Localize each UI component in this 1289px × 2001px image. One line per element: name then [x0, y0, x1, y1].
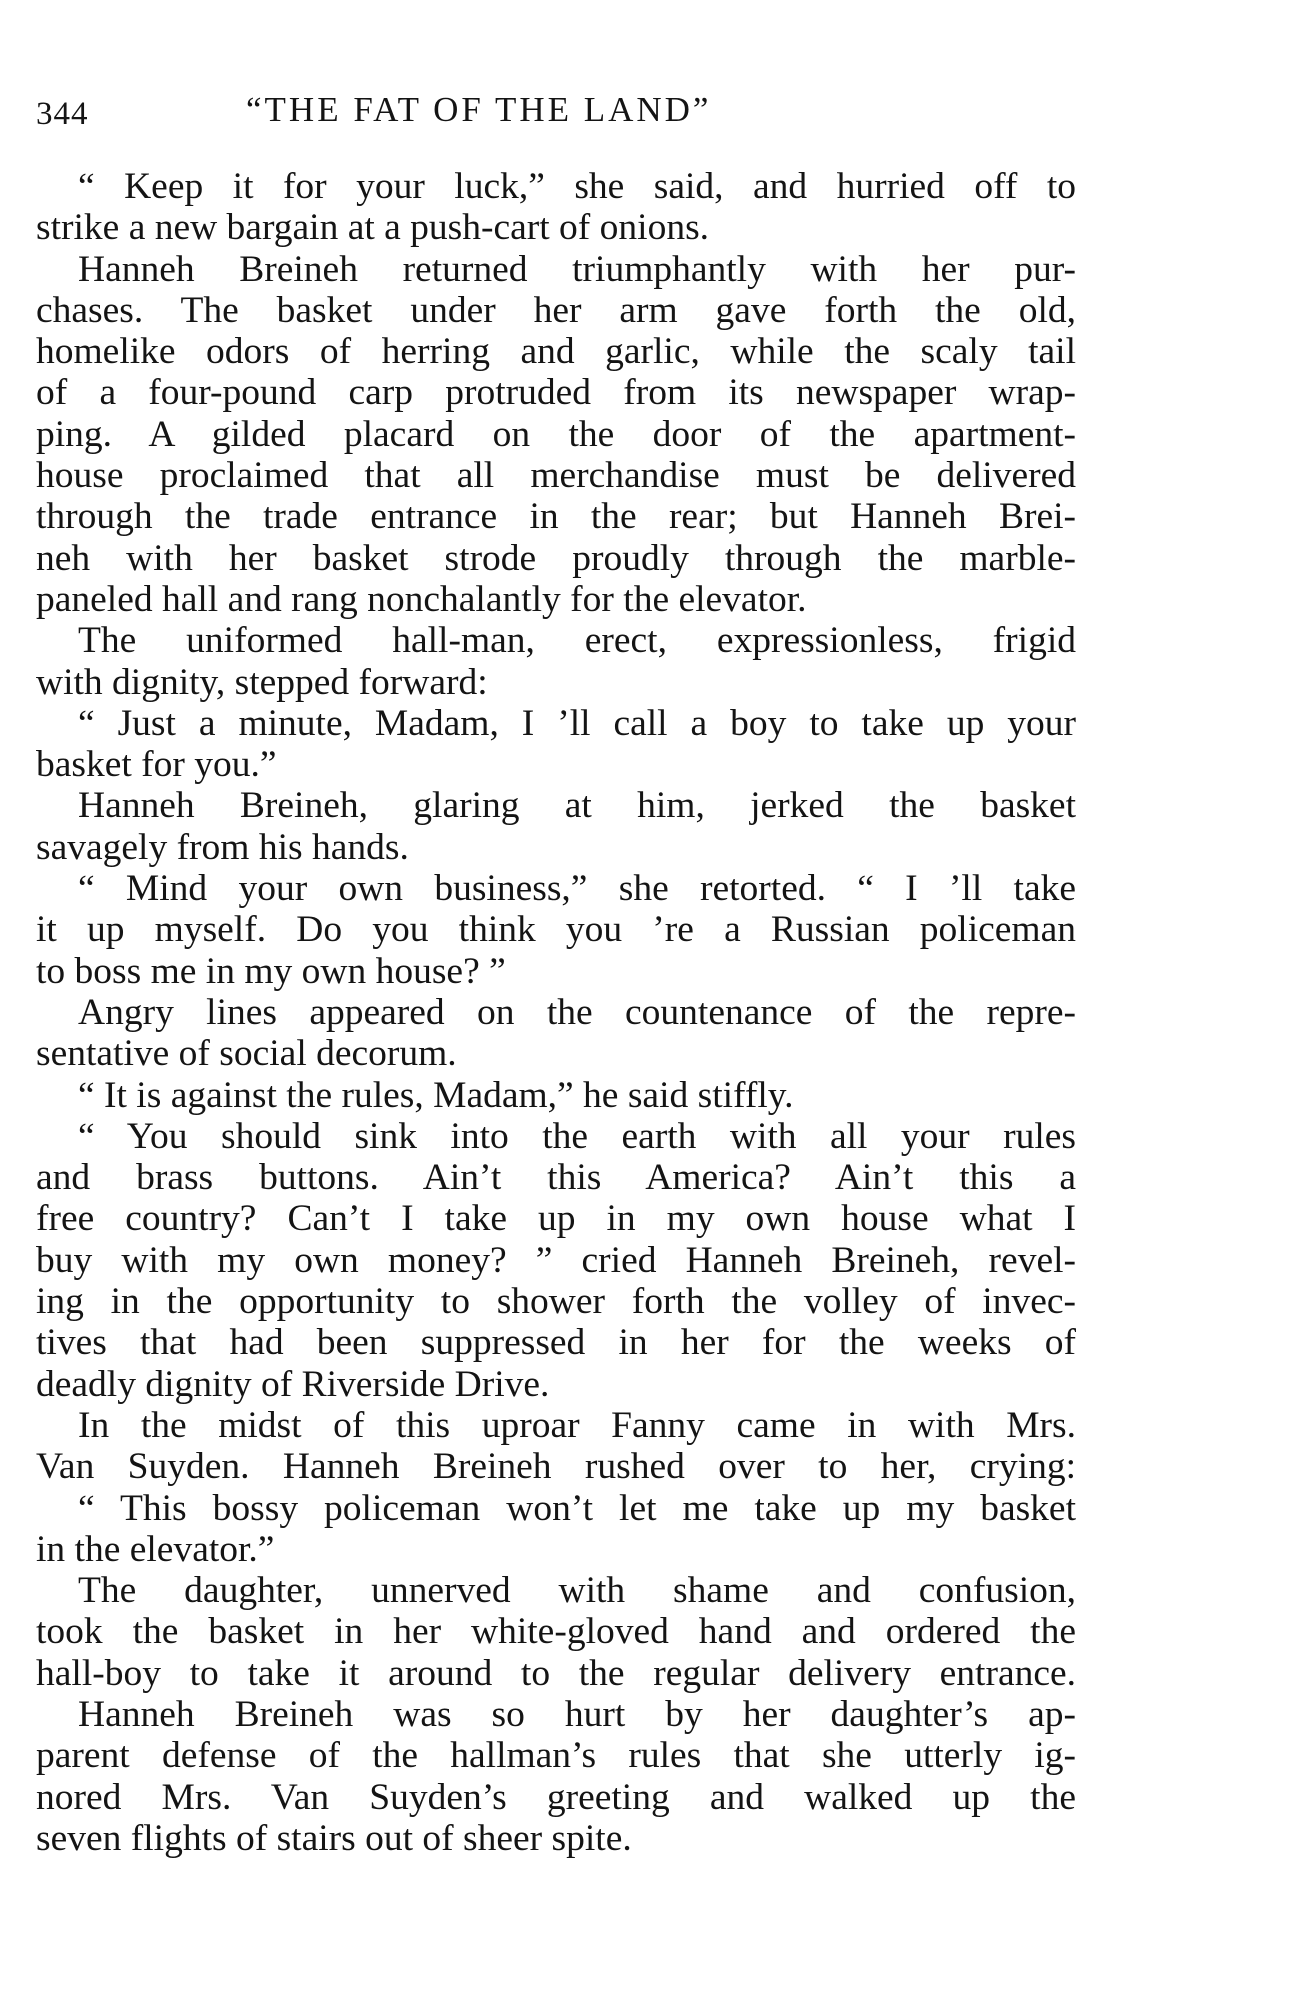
- page-number: 344: [36, 96, 89, 132]
- body-text: [36, 166, 1076, 1859]
- text-line: Angry lines appeared on the countenance of the repre-: [78, 991, 1076, 1033]
- text-line: house proclaimed that all merchandise must be delivered: [36, 455, 1076, 497]
- text-line: hall-boy to take it around to the regular delivery entrance.: [36, 1652, 1076, 1694]
- text-line: tives that had been suppressed in her for the weeks of: [36, 1322, 1076, 1364]
- text-line: basket for you.”: [36, 744, 277, 786]
- text-line: ing in the opportunity to shower forth the volley of invec-: [36, 1281, 1076, 1323]
- text-line: The daughter, unnerved with shame and confusion,: [78, 1570, 1076, 1612]
- text-line: neh with her basket strode proudly through the marble-: [36, 537, 1076, 579]
- book-page: [36, 86, 1076, 1859]
- text-line: seven flights of stairs out of sheer spite.: [36, 1817, 632, 1859]
- text-line: nored Mrs. Van Suyden’s greeting and walked up the: [36, 1776, 1076, 1818]
- text-line: In the midst of this uproar Fanny came in with Mrs.: [78, 1404, 1076, 1446]
- text-line: to boss me in my own house? ”: [36, 950, 506, 992]
- text-line: took the basket in her white-gloved hand and ordered the: [36, 1611, 1076, 1653]
- text-line: free country? Can’t I take up in my own house what I: [36, 1198, 1076, 1240]
- text-line: The uniformed hall-man, erect, expressionless, frigid: [78, 620, 1076, 662]
- text-line: with dignity, stepped forward:: [36, 661, 488, 703]
- text-line: strike a new bargain at a push-cart of onions.: [36, 207, 710, 249]
- text-line: “ You should sink into the earth with all your rules: [78, 1115, 1076, 1157]
- text-line: buy with my own money? ” cried Hanneh Breineh, revel-: [36, 1239, 1076, 1281]
- text-line: parent defense of the hallman’s rules that she utterly ig-: [36, 1735, 1076, 1777]
- text-line: homelike odors of herring and garlic, while the scaly tail: [36, 331, 1076, 373]
- text-line: deadly dignity of Riverside Drive.: [36, 1363, 550, 1405]
- text-line: through the trade entrance in the rear; but Hanneh Brei-: [36, 496, 1076, 538]
- running-title: “THE FAT OF THE LAND”: [246, 90, 712, 129]
- text-line: Hanneh Breineh was so hurt by her daughter’s ap-: [78, 1693, 1076, 1735]
- page-header: [36, 86, 1076, 146]
- text-line: Hanneh Breineh, glaring at him, jerked the basket: [78, 785, 1076, 827]
- text-line: “ Just a minute, Madam, I ’ll call a boy to take up your: [78, 702, 1076, 744]
- text-line: it up myself. Do you think you ’re a Russian policeman: [36, 909, 1076, 951]
- text-line: Van Suyden. Hanneh Breineh rushed over to her, crying:: [36, 1446, 1076, 1488]
- text-line: chases. The basket under her arm gave forth the old,: [36, 289, 1076, 331]
- text-line: “ This bossy policeman won’t let me take up my basket: [78, 1487, 1076, 1529]
- text-line: savagely from his hands.: [36, 826, 409, 868]
- text-line: of a four-pound carp protruded from its newspaper wrap-: [36, 372, 1076, 414]
- text-line: paneled hall and rang nonchalantly for the elevator.: [36, 578, 807, 620]
- text-line: and brass buttons. Ain’t this America? Ain’t this a: [36, 1157, 1076, 1199]
- text-line: “ Mind your own business,” she retorted. “ I ’ll take: [78, 868, 1076, 910]
- text-line: ping. A gilded placard on the door of the apartment-: [36, 413, 1076, 455]
- text-line: in the elevator.”: [36, 1528, 275, 1570]
- text-line: “ It is against the rules, Madam,” he said stiffly.: [78, 1074, 794, 1116]
- text-line: Hanneh Breineh returned triumphantly with her pur-: [78, 248, 1076, 290]
- text-line: sentative of social decorum.: [36, 1033, 457, 1075]
- text-line: “ Keep it for your luck,” she said, and hurried off to: [78, 166, 1076, 207]
